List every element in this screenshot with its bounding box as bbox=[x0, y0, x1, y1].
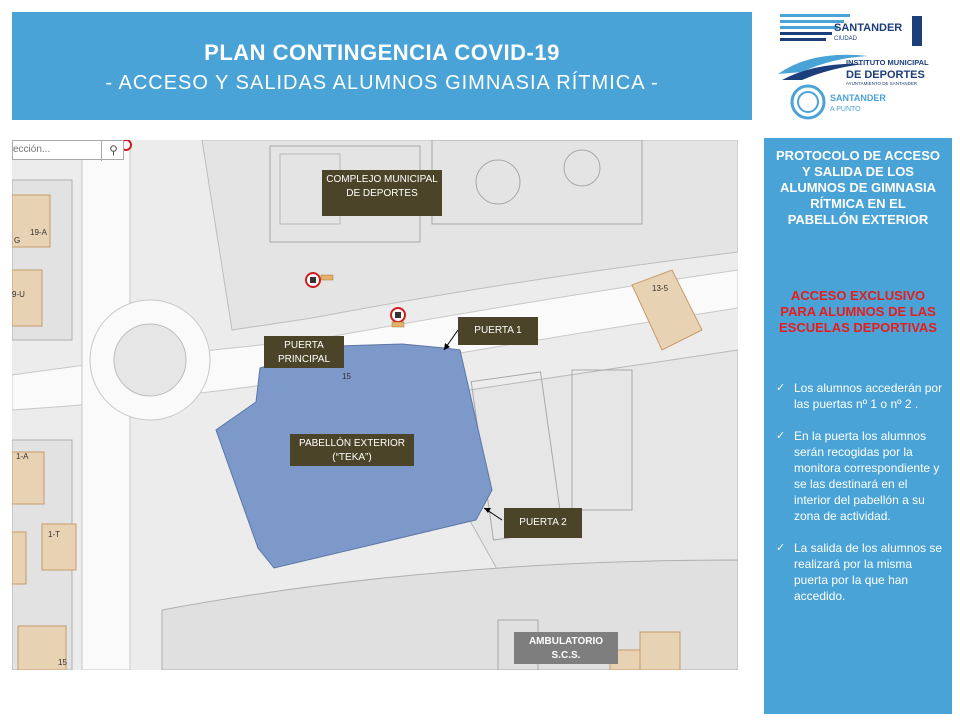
parcel-number: 13-5 bbox=[652, 284, 669, 293]
search-icon[interactable]: ⚲ bbox=[101, 141, 125, 161]
label-puerta-1: PUERTA 1 bbox=[458, 317, 538, 345]
apunto-line1: SANTANDER bbox=[830, 93, 886, 103]
list-item bbox=[774, 380, 944, 412]
parcel-number: 15 bbox=[58, 658, 67, 667]
apunto-line2: A PUNTO bbox=[830, 106, 861, 113]
imd-line2: DE DEPORTES bbox=[846, 69, 925, 81]
map-search-placeholder: ección... bbox=[13, 144, 51, 155]
santander-ciudad-text: SANTANDER bbox=[834, 22, 903, 34]
checkmark-icon: ✓ bbox=[776, 382, 786, 394]
protocol-title: PROTOCOLO DE ACCESO Y SALIDA DE LOS ALUMNOS DE GIMNASIA RÍTMICA EN EL PABELLÓN EXTERIOR bbox=[776, 148, 940, 227]
logos-group bbox=[772, 10, 932, 128]
santander-ciudad-logo bbox=[780, 14, 922, 46]
page-title: PLAN CONTINGENCIA COVID-19 bbox=[204, 40, 560, 65]
parking-sign-2 bbox=[391, 308, 405, 327]
label-ambulatorio bbox=[514, 632, 618, 664]
label-pabellon bbox=[290, 434, 414, 466]
label-pabellon-line1: PABELLÓN EXTERIOR bbox=[299, 438, 405, 449]
page-subtitle: - ACCESO Y SALIDAS ALUMNOS GIMNASIA RÍTMICA - bbox=[105, 72, 659, 94]
parcel-number: 15 bbox=[342, 372, 351, 381]
list-item bbox=[774, 428, 944, 524]
roundabout-island bbox=[114, 324, 186, 396]
map-search-input[interactable] bbox=[12, 140, 124, 160]
title-banner bbox=[12, 12, 752, 120]
map-base bbox=[12, 140, 738, 670]
label-puerta-principal: PUERTA PRINCIPAL bbox=[264, 336, 344, 368]
parcel-number: 1-A bbox=[16, 452, 29, 461]
logos-svg bbox=[772, 10, 932, 128]
protocol-panel bbox=[764, 138, 952, 714]
bullet-text: Los alumnos accederán por las puertas nº 1 o nº 2 . bbox=[794, 381, 943, 411]
parcel-number: 19-A bbox=[30, 228, 47, 237]
label-ambulatorio-line2: S.C.S. bbox=[551, 650, 581, 661]
exclusive-access-notice: ACCESO EXCLUSIVO PARA ALUMNOS DE LAS ESCUELAS DEPORTIVAS bbox=[779, 288, 937, 335]
parcel-number: G bbox=[14, 236, 21, 245]
santander-ciudad-sub: CIUDAD bbox=[834, 36, 858, 42]
imd-line1: INSTITUTO MUNICIPAL bbox=[846, 58, 929, 67]
bullet-text: La salida de los alumnos se realizará por la misma puerta por la que han accedido. bbox=[794, 541, 943, 603]
bullet-text: En la puerta los alumnos serán recogidas por la monitora correspondiente y se las destinará en el interior del pabellón a su zona de actividad. bbox=[794, 429, 940, 523]
santander-apunto-logo bbox=[792, 86, 886, 118]
label-complejo: COMPLEJO MUNICIPAL DE DEPORTES bbox=[322, 170, 442, 216]
protocol-bullets bbox=[774, 380, 944, 620]
imd-logo bbox=[778, 55, 929, 86]
label-puerta-2: PUERTA 2 bbox=[504, 508, 582, 538]
label-ambulatorio-line1: AMBULATORIO bbox=[528, 636, 604, 647]
label-pabellon-line2: (“TEKA”) bbox=[332, 452, 372, 463]
checkmark-icon: ✓ bbox=[776, 430, 786, 442]
list-item bbox=[774, 540, 944, 604]
parcel-number: 9-U bbox=[12, 290, 25, 299]
checkmark-icon: ✓ bbox=[776, 542, 786, 554]
parcel-number: 1-T bbox=[48, 530, 60, 539]
campus-map[interactable] bbox=[12, 140, 738, 670]
imd-line3: AYUNTAMIENTO DE SANTANDER bbox=[846, 81, 918, 86]
